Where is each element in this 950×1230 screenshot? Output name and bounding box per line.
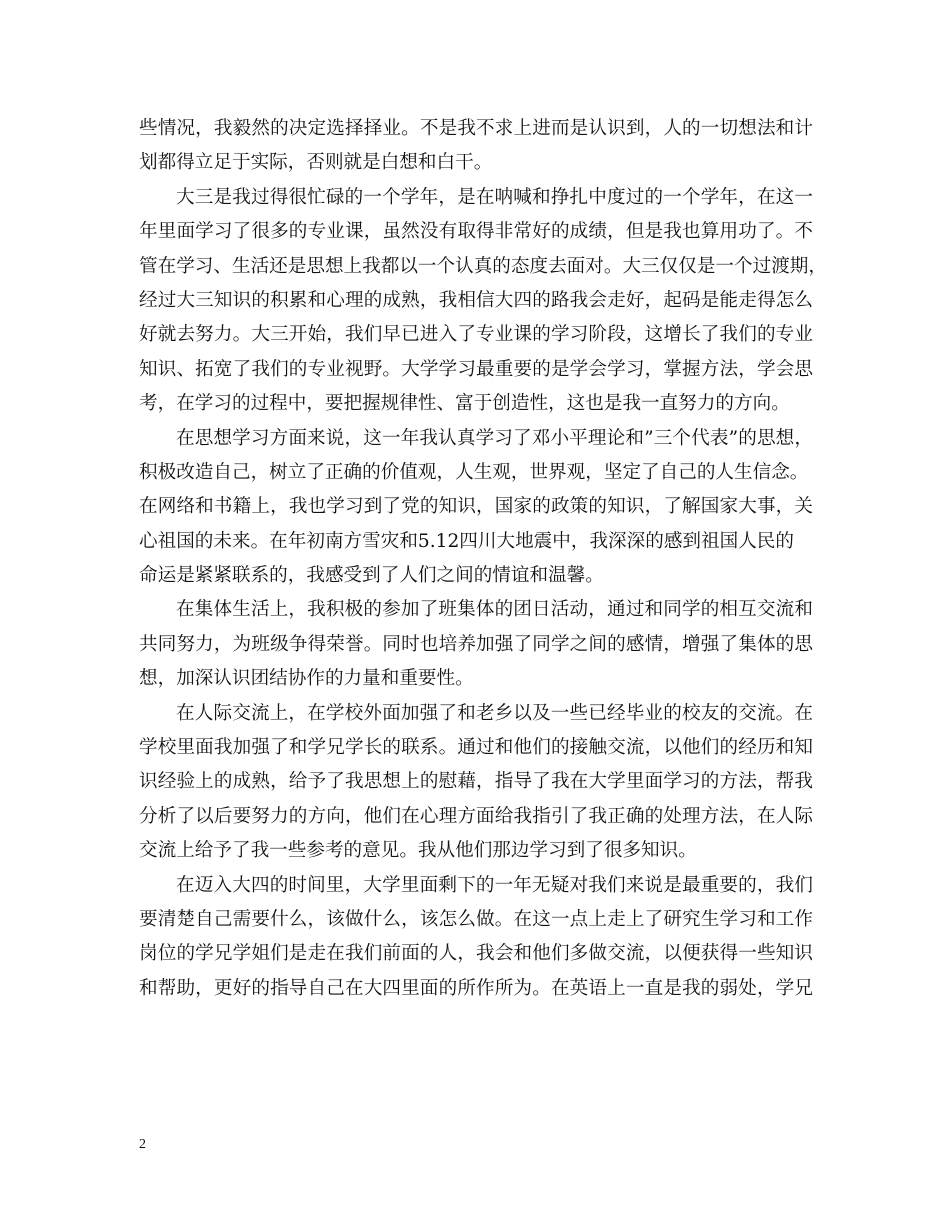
text-line: 岗位的学兄学姐们是走在我们前面的人，我会和他们多做交流，以便获得一些知识 — [139, 943, 813, 965]
page-number: 2 — [139, 1137, 146, 1152]
text-line: 大三是我过得很忙碌的一个学年，是在呐喊和挣扎中度过的一个学年，在这一 — [176, 186, 813, 208]
text-line: 和帮助，更好的指导自己在大四里面的所作所为。在英语上一直是我的弱处，学兄 — [139, 977, 813, 999]
text-line: 考，在学习的过程中，要把握规律性、富于创造性，这也是我一直努力的方向。 — [139, 393, 790, 415]
text-line: 积极改造自己，树立了正确的价值观，人生观，世界观，坚定了自己的人生信念。 — [139, 461, 809, 483]
text-line: 学校里面我加强了和学兄学长的联系。通过和他们的接触交流，以他们的经历和知 — [139, 737, 813, 759]
text-line: 好就去努力。大三开始，我们早已进入了专业课的学习阶段，这增长了我们的专业 — [139, 324, 813, 346]
text-line: 识经验上的成熟，给予了我思想上的慰藉，指导了我在大学里面学习的方法，帮我 — [139, 771, 813, 793]
text-line: 些情况，我毅然的决定选择择业。不是我不求上进而是认识到，人的一切想法和计 — [139, 118, 813, 139]
text-line: 交流上给予了我一些参考的意见。我从他们那边学习到了很多知识。 — [139, 840, 697, 862]
text-line: 在集体生活上，我积极的参加了班集体的团日活动，通过和同学的相互交流和 — [176, 599, 813, 621]
text-line: 想，加深认识团结协作的力量和重要性。 — [139, 668, 474, 690]
text-line: 在网络和书籍上，我也学习到了党的知识，国家的政策的知识，了解国家大事，关 — [139, 496, 813, 518]
text-line: 共同努力，为班级争得荣誉。同时也培养加强了同学之间的感情，增强了集体的思 — [139, 633, 813, 655]
text-line: 在人际交流上，在学校外面加强了和老乡以及一些已经毕业的校友的交流。在 — [176, 702, 813, 724]
text-line: 命运是紧紧联系的，我感受到了人们之间的情谊和温馨。 — [139, 565, 604, 587]
text-line: 要清楚自己需要什么，该做什么，该怎么做。在这一点上走上了研究生学习和工作 — [139, 908, 813, 930]
text-line: 知识、拓宽了我们的专业视野。大学学习最重要的是学会学习，掌握方法，学会思 — [139, 358, 813, 380]
text-line: 经过大三知识的积累和心理的成熟，我相信大四的路我会走好，起码是能走得怎么 — [139, 289, 813, 311]
text-line: 分析了以后要努力的方向，他们在心理方面给我指引了我正确的处理方法，在人际 — [139, 805, 813, 827]
body-text — [139, 112, 827, 1006]
text-line: 在思想学习方面来说，这一年我认真学习了邓小平理论和”三个代表”的思想， — [176, 427, 813, 449]
text-line: 心祖国的未来。在年初南方雪灾和5.12四川大地震中，我深深的感到祖国人民的 — [139, 530, 794, 552]
text-line: 管在学习、生活还是思想上我都以一个认真的态度去面对。大三仅仅是一个过渡期， — [139, 255, 827, 277]
text-line: 年里面学习了很多的专业课，虽然没有取得非常好的成绩，但是我也算用功了。不 — [139, 221, 813, 243]
text-line: 划都得立足于实际，否则就是白想和白干。 — [139, 152, 493, 174]
text-line: 在迈入大四的时间里，大学里面剩下的一年无疑对我们来说是最重要的，我们 — [176, 874, 813, 896]
